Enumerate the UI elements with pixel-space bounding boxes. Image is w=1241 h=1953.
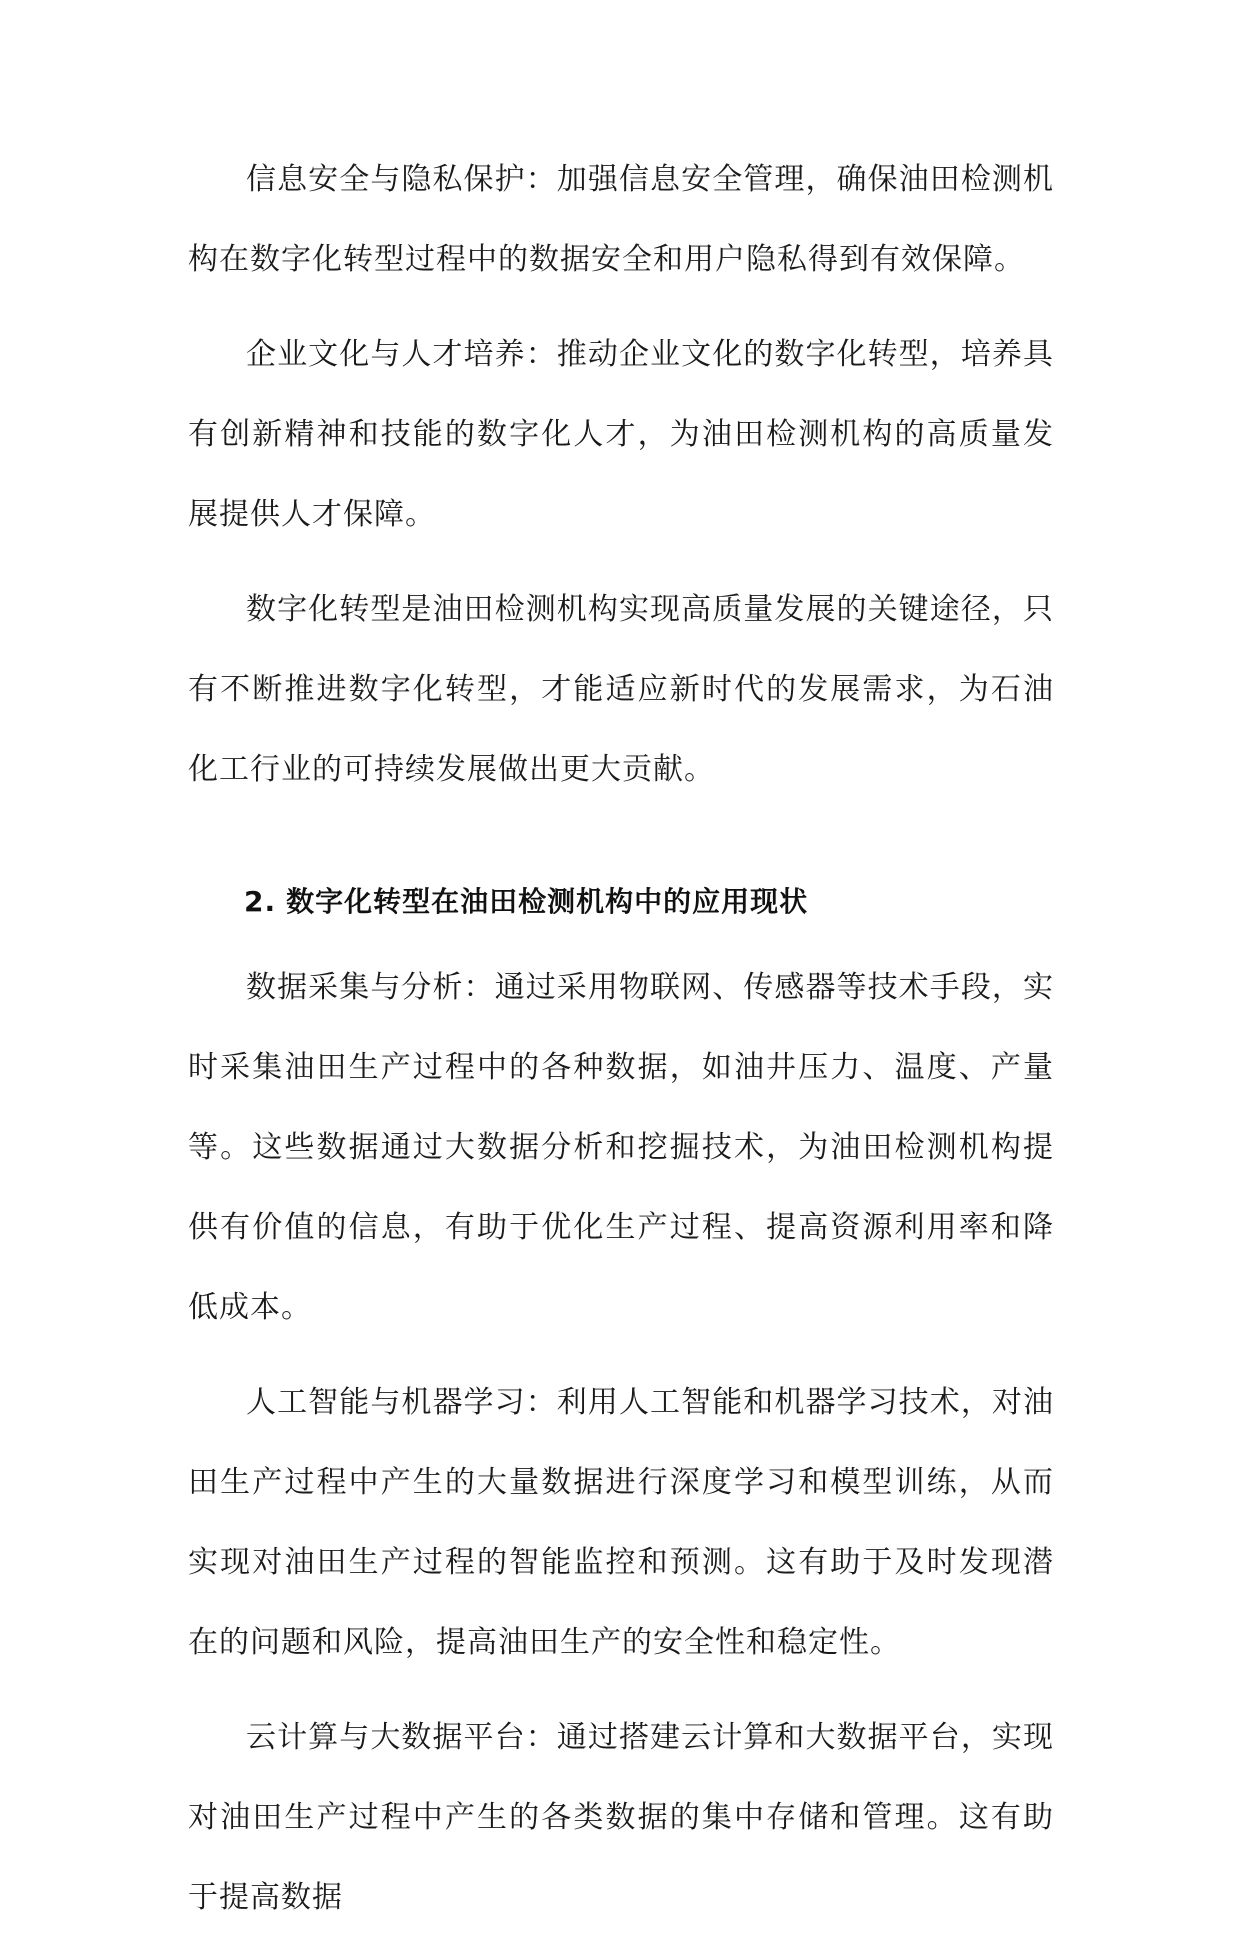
paragraph-data-collection: 数据采集与分析：通过采用物联网、传感器等技术手段，实时采集油田生产过程中的各种数据，如油井压力、温度、产量等。这些数据通过大数据分析和挖掘技术，为油田检测机构提供有价值的信息，有助于优化生产过程、提高资源利用率和降低成本。: [188, 970, 1054, 1325]
section-heading: [188, 862, 1054, 942]
section-title: 数字化转型在油田检测机构中的应用现状: [286, 885, 809, 918]
paragraph-culture-talent: 企业文化与人才培养：推动企业文化的数字化转型，培养具有创新精神和技能的数字化人才，为油田检测机构的高质量发展提供人才保障。: [188, 337, 1054, 532]
paragraph-cloud-bigdata: 云计算与大数据平台：通过搭建云计算和大数据平台，实现对油田生产过程中产生的各类数据的集中存储和管理。这有助于提高数据: [188, 1720, 1054, 1915]
section-number: 2.: [244, 885, 277, 918]
document-body: [188, 140, 1054, 1953]
paragraph-info-security: 信息安全与隐私保护：加强信息安全管理，确保油田检测机构在数字化转型过程中的数据安全和用户隐私得到有效保障。: [188, 162, 1054, 277]
paragraph-digital-transformation-summary: 数字化转型是油田检测机构实现高质量发展的关键途径，只有不断推进数字化转型，才能适应新时代的发展需求，为石油化工行业的可持续发展做出更大贡献。: [188, 592, 1054, 787]
paragraph-ai-ml: 人工智能与机器学习：利用人工智能和机器学习技术，对油田生产过程中产生的大量数据进行深度学习和模型训练，从而实现对油田生产过程的智能监控和预测。这有助于及时发现潜在的问题和风险，提高油田生产的安全性和稳定性。: [188, 1385, 1054, 1660]
